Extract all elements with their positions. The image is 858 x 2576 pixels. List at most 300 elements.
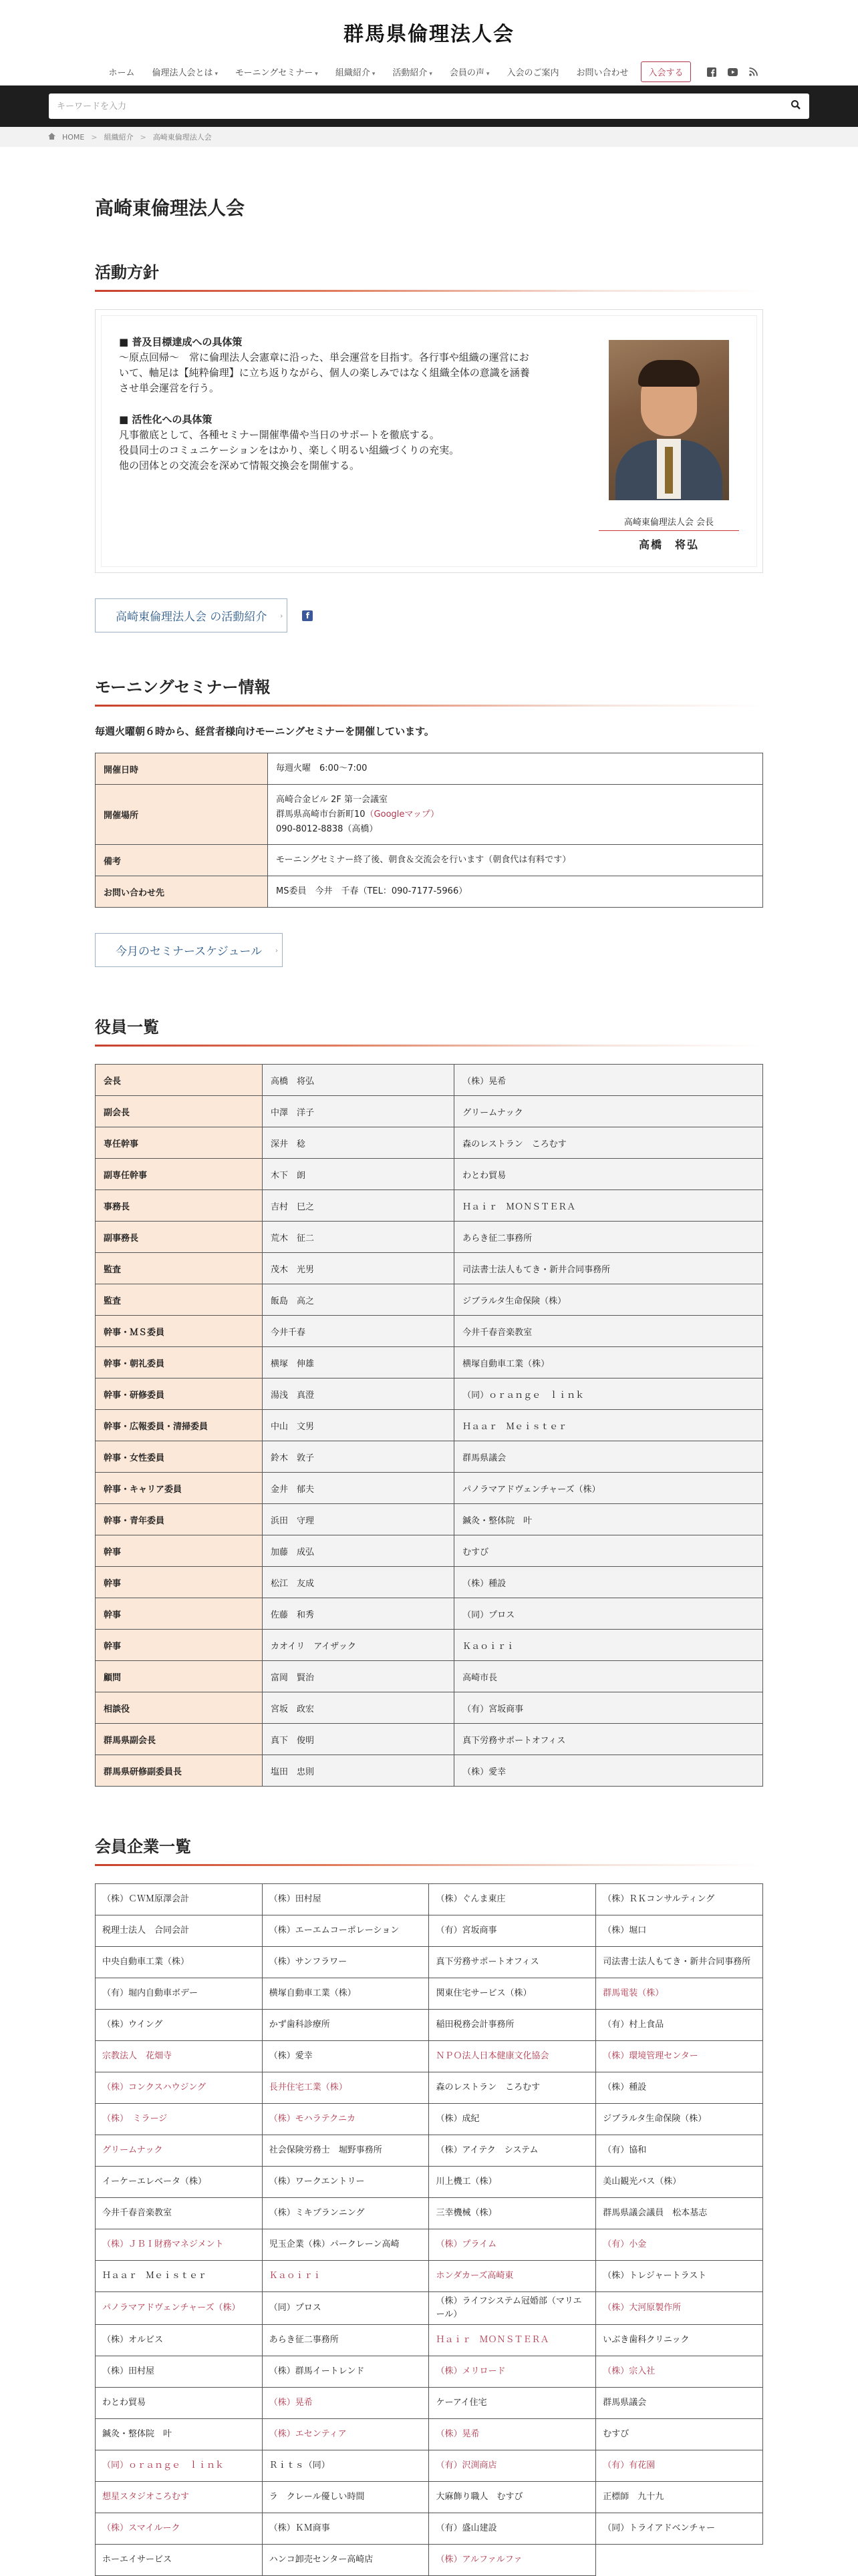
- officer-row: [96, 1567, 763, 1598]
- rss-icon[interactable]: [748, 67, 758, 77]
- officer-company: あらき征二事務所: [454, 1222, 763, 1253]
- member-company: あらき征二事務所: [262, 2325, 429, 2356]
- site-title[interactable]: 群馬県倫理法人会: [343, 23, 515, 46]
- seminar-value-text: MS委員 今井 千春（TEL：090-7177-5966）: [276, 886, 468, 896]
- officer-role: 幹事・広報委員・清掃委員: [96, 1410, 263, 1441]
- member-company-link[interactable]: （有）沢渕商店: [429, 2450, 596, 2482]
- officer-role: 監査: [96, 1284, 263, 1316]
- officer-name: 金井 郁夫: [263, 1473, 454, 1504]
- officer-row: [96, 1755, 763, 1787]
- member-row: [96, 1884, 763, 1915]
- nav-item[interactable]: [567, 65, 637, 78]
- member-company: Ｒｉｔｓ（同）: [262, 2450, 429, 2482]
- officer-company: Ｋａｏｉｒｉ: [454, 1630, 763, 1661]
- member-company-link[interactable]: （株）ＪＢＩ財務マネジメント: [96, 2229, 263, 2261]
- member-company: 三幸機械（株）: [429, 2198, 596, 2229]
- officer-name: 塩田 忠則: [263, 1755, 454, 1787]
- officer-name: 飯島 高之: [263, 1284, 454, 1316]
- member-company: わとわ貿易: [96, 2388, 263, 2419]
- officer-row: [96, 1253, 763, 1284]
- officer-row: [96, 1347, 763, 1378]
- seminar-row: [96, 785, 763, 845]
- member-company: 正標師 九十九: [596, 2482, 763, 2513]
- officer-role: 幹事: [96, 1567, 263, 1598]
- member-company: 森のレストラン ころむす: [429, 2072, 596, 2104]
- breadcrumb-separator: >: [140, 132, 146, 142]
- nav-item-label: モーニングセミナー: [235, 68, 313, 78]
- seminar-value-text: 090-8012-8838（高橋）: [276, 823, 378, 834]
- member-company: （株）アイテク システム: [429, 2135, 596, 2167]
- member-company: 群馬県議会: [596, 2388, 763, 2419]
- officer-company: （株）晃希: [454, 1065, 763, 1096]
- policy-line: 凡事徹底として、各種セミナー開催準備や当日のサポートを徹底する。: [119, 429, 440, 441]
- member-company: 鍼灸・整体院 叶: [96, 2419, 263, 2450]
- member-company: （株）群馬イートレンド: [262, 2356, 429, 2388]
- member-company: （株）種設: [596, 2072, 763, 2104]
- officer-company: （同）ｏｒａｎｇｅ ｌｉｎｋ: [454, 1378, 763, 1410]
- officer-name: 加藤 成弘: [263, 1535, 454, 1567]
- seminar-value-text: 高崎合金ビル 2F 第一会議室: [276, 794, 388, 805]
- social-links: [707, 67, 758, 77]
- nav-item[interactable]: [441, 65, 498, 78]
- member-company: （株）堀口: [596, 1915, 763, 1947]
- member-row: [96, 2325, 763, 2356]
- seminar-value: [268, 753, 763, 785]
- nav-item-label: 組織紹介: [335, 68, 370, 78]
- member-company: 今井千春音楽教室: [96, 2198, 263, 2229]
- policy-text: [119, 335, 533, 552]
- seminar-value-line: [276, 807, 754, 822]
- officer-role: 副事務長: [96, 1222, 263, 1253]
- member-company-link[interactable]: ホンダカーズ高崎東: [429, 2261, 596, 2292]
- member-row: [96, 2229, 763, 2261]
- member-company: いぶき歯科クリニック: [596, 2325, 763, 2356]
- member-company: （有）堀内自動車ボデー: [96, 1978, 263, 2010]
- officer-role: 群馬県研修副委員長: [96, 1755, 263, 1787]
- member-company: ラ クレール優しい時間: [262, 2482, 429, 2513]
- seminar-value-text: 群馬県高崎市台新町10: [276, 809, 366, 819]
- member-company: 美山観光バス（株）: [596, 2167, 763, 2198]
- officer-role: 幹事・青年委員: [96, 1504, 263, 1535]
- officer-name: 茂木 光男: [263, 1253, 454, 1284]
- site-header: [0, 0, 858, 85]
- member-company-link[interactable]: （同）ｏｒａｎｇｅ ｌｉｎｋ: [96, 2450, 263, 2482]
- member-company: （同）トライアドベンチャー: [596, 2513, 763, 2545]
- officer-company: 司法書士法人もてき・新井合同事務所: [454, 1253, 763, 1284]
- seminar-row: [96, 845, 763, 876]
- member-row: [96, 2388, 763, 2419]
- seminar-value-text: 毎週火曜 6:00～7:00: [276, 763, 368, 773]
- officer-company: 横塚自動車工業（株）: [454, 1347, 763, 1378]
- seminar-heading: モーニングセミナー情報: [95, 674, 763, 707]
- seminar-label: 開催日時: [96, 753, 268, 785]
- breadcrumb-home[interactable]: HOME: [62, 132, 85, 142]
- member-company: 社会保険労務士 堀野事務所: [262, 2135, 429, 2167]
- chairman-profile: [599, 335, 739, 552]
- policy-subheading: ■ 普及目標達成への具体策: [119, 336, 243, 348]
- member-company-link[interactable]: （株）プライム: [429, 2229, 596, 2261]
- officer-role: 事務長: [96, 1190, 263, 1222]
- member-row: [96, 1947, 763, 1978]
- member-company: ジブラルタ生命保険（株）: [596, 2104, 763, 2135]
- member-company: （株）サンフラワー: [262, 1947, 429, 1978]
- officer-name: 宮坂 政宏: [263, 1692, 454, 1724]
- member-company: （有）村上食品: [596, 2010, 763, 2041]
- member-row: [96, 2356, 763, 2388]
- officer-role: 幹事・女性委員: [96, 1441, 263, 1473]
- officers-table: [95, 1064, 763, 1787]
- seminar-lead: 毎週火曜朝６時から、経営者様向けモーニングセミナーを開催しています。: [95, 725, 434, 737]
- chevron-down-icon: ▾: [372, 71, 376, 77]
- member-company-link[interactable]: パノラマアドヴェンチャーズ（株）: [96, 2292, 263, 2325]
- member-company: かず歯科診療所: [262, 2010, 429, 2041]
- officer-company: （株）種設: [454, 1567, 763, 1598]
- officer-company: 鍼灸・整体院 叶: [454, 1504, 763, 1535]
- member-company: 大麻飾り職人 むすび: [429, 2482, 596, 2513]
- member-company: ケーアイ住宅: [429, 2388, 596, 2419]
- officer-role: 幹事・朝礼委員: [96, 1347, 263, 1378]
- officers-heading: 役員一覧: [95, 1014, 763, 1047]
- officer-role: 副会長: [96, 1096, 263, 1127]
- chevron-down-icon: ▾: [214, 71, 219, 77]
- member-company: ハンコ卸売センター高崎店: [262, 2545, 429, 2576]
- member-company: ホーエイサービス: [96, 2545, 263, 2576]
- officer-role: 顧問: [96, 1661, 263, 1692]
- member-company: （株）ＫＭ商事: [262, 2513, 429, 2545]
- member-row: [96, 2482, 763, 2513]
- search-icon[interactable]: [791, 100, 801, 113]
- officer-row: [96, 1284, 763, 1316]
- member-company-link[interactable]: （株）大河原製作所: [596, 2292, 763, 2325]
- chevron-down-icon: ▾: [429, 71, 432, 77]
- member-company: 中央自動車工業（株）: [96, 1947, 263, 1978]
- officer-role: 幹事: [96, 1535, 263, 1567]
- nav-item-label: ホーム: [108, 68, 135, 78]
- member-company-link[interactable]: （株）モハラテクニカ: [262, 2104, 429, 2135]
- officer-company: ジブラルタ生命保険（株）: [454, 1284, 763, 1316]
- officer-company: パノラマアドヴェンチャーズ（株）: [454, 1473, 763, 1504]
- member-company: 川上機工（株）: [429, 2167, 596, 2198]
- officer-role: 相談役: [96, 1692, 263, 1724]
- officer-row: [96, 1159, 763, 1190]
- officer-company: 真下労務サポートオフィス: [454, 1724, 763, 1755]
- officer-row: [96, 1222, 763, 1253]
- chairman-name: 高橋 将弘: [638, 538, 699, 551]
- seminar-value: [268, 785, 763, 845]
- policy-box: [95, 309, 763, 573]
- seminar-value: [268, 845, 763, 876]
- member-row: [96, 2545, 763, 2576]
- member-company: （株）田村屋: [96, 2356, 263, 2388]
- officer-role: 群馬県副会長: [96, 1724, 263, 1755]
- member-row: [96, 1915, 763, 1947]
- seminar-row: [96, 876, 763, 908]
- member-company-link[interactable]: （株）メリロード: [429, 2356, 596, 2388]
- member-company: （株）ミキプランニング: [262, 2198, 429, 2229]
- chevron-down-icon: ▾: [315, 71, 318, 77]
- breadcrumb-separator: >: [91, 132, 98, 142]
- member-row: [96, 2513, 763, 2545]
- member-company-link[interactable]: （株）晃希: [429, 2419, 596, 2450]
- seminar-row: [96, 753, 763, 785]
- officer-row: [96, 1630, 763, 1661]
- seminar-label: 備考: [96, 845, 268, 876]
- member-company: 児玉企業（株）パークレーン高崎: [262, 2229, 429, 2261]
- member-row: [96, 2072, 763, 2104]
- officer-row: [96, 1535, 763, 1567]
- officer-company: Ｈａａｒ Ｍｅｉｓｔｅｒ: [454, 1410, 763, 1441]
- member-company: （株）オルビス: [96, 2325, 263, 2356]
- member-company: （株）成紀: [429, 2104, 596, 2135]
- search-bar: [0, 85, 858, 127]
- member-company-link[interactable]: Ｈａｉｒ ＭＯＮＳＴＥＲＡ: [429, 2325, 596, 2356]
- seminar-value-line: [276, 761, 754, 776]
- officer-name: 松江 友成: [263, 1567, 454, 1598]
- officer-name: 鈴木 敦子: [263, 1441, 454, 1473]
- member-company: （株）愛幸: [262, 2041, 429, 2072]
- breadcrumb-parent[interactable]: 組織紹介: [104, 133, 134, 142]
- officer-company: （同）プロス: [454, 1598, 763, 1630]
- breadcrumb-current: 高崎東倫理法人会: [152, 133, 212, 142]
- member-company: 横塚自動車工業（株）: [262, 1978, 429, 2010]
- search-box: [49, 94, 809, 119]
- officer-role: 監査: [96, 1253, 263, 1284]
- nav-item-label: お問い合わせ: [576, 68, 629, 78]
- policy-line: 〜原点回帰〜 常に倫理法人会憲章に沿った、単会運営を目指す。各行事や組織の運営にお: [119, 351, 529, 363]
- officer-role: 幹事: [96, 1630, 263, 1661]
- policy-spacer: [119, 396, 533, 412]
- member-row: [96, 2419, 763, 2450]
- member-company: （株）エーエムコーポレーション: [262, 1915, 429, 1947]
- officer-name: 真下 俊明: [263, 1724, 454, 1755]
- seminar-table: [95, 753, 763, 908]
- nav-item-label: 会員の声: [449, 68, 484, 78]
- schedule-row: [95, 933, 763, 967]
- member-company-link[interactable]: グリームナック: [96, 2135, 263, 2167]
- officer-name: 荒木 征二: [263, 1222, 454, 1253]
- officer-name: 富岡 賢治: [263, 1661, 454, 1692]
- officer-row: [96, 1190, 763, 1222]
- member-row: [96, 2104, 763, 2135]
- member-company: （株）ライフシステム冠婚部（マリエール）: [429, 2292, 596, 2325]
- member-company: （有）宮坂商事: [429, 1915, 596, 1947]
- page-title: 高崎東倫理法人会: [95, 197, 245, 219]
- member-company: （株）ワークエントリー: [262, 2167, 429, 2198]
- officer-name: 吉村 巳之: [263, 1190, 454, 1222]
- join-button[interactable]: 入会する: [641, 61, 690, 82]
- nav-item-label: 倫理法人会とは: [152, 68, 213, 78]
- member-company-link[interactable]: （株）アルファルファ: [429, 2545, 596, 2576]
- members-table: [95, 1883, 763, 2576]
- seminar-value-line: [276, 853, 754, 868]
- member-company-link[interactable]: 群馬電装（株）: [596, 1978, 763, 2010]
- member-company: むすび: [596, 2419, 763, 2450]
- member-company-link[interactable]: （株）エセンティア: [262, 2419, 429, 2450]
- officer-company: グリームナック: [454, 1096, 763, 1127]
- member-company: 関東住宅サービス（株）: [429, 1978, 596, 2010]
- member-company: （株）トレジャートラスト: [596, 2261, 763, 2292]
- member-row: [96, 2198, 763, 2229]
- policy-heading: 活動方針: [95, 259, 763, 292]
- member-company-link[interactable]: （有）有花園: [596, 2450, 763, 2482]
- officer-role: 幹事・ＭＳ委員: [96, 1316, 263, 1347]
- schedule-button[interactable]: [95, 933, 283, 967]
- chevron-down-icon: ▾: [486, 71, 490, 77]
- member-company-link[interactable]: 長井住宅工業（株）: [262, 2072, 429, 2104]
- officer-name: 浜田 守理: [263, 1504, 454, 1535]
- member-company: （株）田村屋: [262, 1884, 429, 1915]
- nav-item[interactable]: [498, 65, 567, 78]
- member-company-link[interactable]: （株）スマイルーク: [96, 2513, 263, 2545]
- officer-role: 幹事・研修委員: [96, 1378, 263, 1410]
- officer-row: [96, 1598, 763, 1630]
- nav-item-label: 活動紹介: [392, 68, 428, 78]
- officer-name: 高橋 将弘: [263, 1065, 454, 1096]
- activity-row: [95, 598, 763, 632]
- chairman-photo: [609, 340, 729, 500]
- officer-name: 木下 朗: [263, 1159, 454, 1190]
- youtube-icon[interactable]: [728, 67, 738, 77]
- member-company-link[interactable]: ＮＰＯ法人日本健康文化協会: [429, 2041, 596, 2072]
- member-company: （株）ＲＫコンサルティング: [596, 1884, 763, 1915]
- nav-item[interactable]: [100, 65, 143, 78]
- officer-company: 今井千春音楽教室: [454, 1316, 763, 1347]
- member-company-link[interactable]: 宗教法人 花畑寺: [96, 2041, 263, 2072]
- officer-name: 佐藤 和秀: [263, 1598, 454, 1630]
- seminar-value-line: [276, 822, 754, 837]
- member-company: 税理士法人 合同会計: [96, 1915, 263, 1947]
- seminar-label: 開催場所: [96, 785, 268, 845]
- member-company: 真下労務サポートオフィス: [429, 1947, 596, 1978]
- seminar-value-text: モーニングセミナー終了後、朝食＆交流会を行います（朝食代は有料です）: [276, 855, 571, 865]
- nav-item[interactable]: [227, 65, 327, 78]
- policy-line: いて、軸足は【純粋倫理】に立ち返りながら、個人の楽しみではなく組織全体の意識を涵養: [119, 367, 530, 379]
- nav-item-label: 入会のご案内: [507, 68, 559, 78]
- chairman-role: 高崎東倫理法人会 会長: [599, 515, 739, 531]
- member-row: [96, 2135, 763, 2167]
- officer-company: わとわ貿易: [454, 1159, 763, 1190]
- member-company-link[interactable]: Ｋａｏｉｒｉ: [262, 2261, 429, 2292]
- google-map-link[interactable]: （Googleマップ）: [365, 809, 439, 819]
- policy-subheading: ■ 活性化への具体策: [119, 413, 212, 425]
- officer-row: [96, 1316, 763, 1347]
- breadcrumb: [0, 127, 858, 147]
- member-company: （株）ぐんま東庄: [429, 1884, 596, 1915]
- home-icon: [48, 133, 55, 142]
- officer-company: 高崎市長: [454, 1661, 763, 1692]
- schedule-button-label: 今月のセミナースケジュール: [116, 945, 263, 958]
- officer-role: 幹事・キャリア委員: [96, 1473, 263, 1504]
- officer-row: [96, 1378, 763, 1410]
- member-company: イーケーエレベータ（株）: [96, 2167, 263, 2198]
- member-company-link[interactable]: （株） ミラージ: [96, 2104, 263, 2135]
- officer-name: カオイリ アイザック: [263, 1630, 454, 1661]
- activity-button[interactable]: [95, 598, 287, 632]
- member-row: [96, 2261, 763, 2292]
- officer-row: [96, 1410, 763, 1441]
- member-company: （株）ＣＷＭ原澤会計: [96, 1884, 263, 1915]
- facebook-icon[interactable]: f: [302, 610, 313, 621]
- nav-item[interactable]: [384, 65, 441, 78]
- seminar-value-line: [276, 793, 754, 807]
- member-empty-cell: [596, 2545, 763, 2576]
- member-company-link[interactable]: （株）晃希: [262, 2388, 429, 2419]
- member-company-link[interactable]: （株）宗入社: [596, 2356, 763, 2388]
- activity-button-label: 高崎東倫理法人会 の活動紹介: [116, 610, 267, 624]
- main-content: [95, 147, 763, 2576]
- officer-name: 湯浅 真澄: [263, 1378, 454, 1410]
- member-company-link[interactable]: （有）小金: [596, 2229, 763, 2261]
- officer-company: （株）愛幸: [454, 1755, 763, 1787]
- policy-line: させ単会運営を行う。: [119, 382, 220, 394]
- chevron-right-icon: ›: [280, 611, 283, 620]
- officer-row: [96, 1473, 763, 1504]
- member-company-link[interactable]: （株）環境管理センター: [596, 2041, 763, 2072]
- officer-name: 深井 稔: [263, 1127, 454, 1159]
- officer-company: 森のレストラン ころむす: [454, 1127, 763, 1159]
- member-company: （株）ウイング: [96, 2010, 263, 2041]
- officer-row: [96, 1065, 763, 1096]
- officer-row: [96, 1096, 763, 1127]
- officer-role: 専任幹事: [96, 1127, 263, 1159]
- officer-company: （有）宮坂商事: [454, 1692, 763, 1724]
- policy-line: 他の団体との交流会を深めて情報交換会を開催する。: [119, 459, 360, 472]
- member-company: Ｈａａｒ Ｍｅｉｓｔｅｒ: [96, 2261, 263, 2292]
- policy-line: 役員同士のコミュニケーションをはかり、楽しく明るい組織づくりの充実。: [119, 444, 460, 456]
- member-row: [96, 2292, 763, 2325]
- global-nav: [0, 61, 858, 82]
- member-company: 稲田税務会計事務所: [429, 2010, 596, 2041]
- nav-item[interactable]: [144, 65, 227, 78]
- officer-name: 今井千春: [263, 1316, 454, 1347]
- officer-company: むすび: [454, 1535, 763, 1567]
- officer-name: 横塚 伸雄: [263, 1347, 454, 1378]
- member-company: 群馬県議会議員 松本基志: [596, 2198, 763, 2229]
- officer-name: 中澤 洋子: [263, 1096, 454, 1127]
- seminar-value-line: [276, 884, 754, 899]
- officer-company: 群馬県議会: [454, 1441, 763, 1473]
- officer-name: 中山 文男: [263, 1410, 454, 1441]
- officer-company: Ｈａｉｒ ＭＯＮＳＴＥＲＡ: [454, 1190, 763, 1222]
- officer-row: [96, 1504, 763, 1535]
- seminar-value: [268, 876, 763, 908]
- officer-role: 会長: [96, 1065, 263, 1096]
- officer-row: [96, 1441, 763, 1473]
- member-company-link[interactable]: 想星スタジオころむす: [96, 2482, 263, 2513]
- officer-row: [96, 1724, 763, 1755]
- search-input[interactable]: [57, 102, 791, 112]
- member-company: 司法書士法人もてき・新井合同事務所: [596, 1947, 763, 1978]
- member-row: [96, 2450, 763, 2482]
- member-row: [96, 2041, 763, 2072]
- officer-row: [96, 1127, 763, 1159]
- members-heading: 会員企業一覧: [95, 1833, 763, 1866]
- chevron-right-icon: ›: [275, 946, 279, 954]
- member-company: （同）プロス: [262, 2292, 429, 2325]
- member-company: （有）盛山建設: [429, 2513, 596, 2545]
- member-row: [96, 2010, 763, 2041]
- facebook-icon[interactable]: [707, 67, 717, 77]
- nav-item[interactable]: [327, 65, 384, 78]
- officer-role: 幹事: [96, 1598, 263, 1630]
- member-row: [96, 1978, 763, 2010]
- officer-role: 副専任幹事: [96, 1159, 263, 1190]
- member-company: （有）協和: [596, 2135, 763, 2167]
- member-row: [96, 2167, 763, 2198]
- officer-row: [96, 1661, 763, 1692]
- member-company-link[interactable]: （株）コンクスハウジング: [96, 2072, 263, 2104]
- officer-row: [96, 1692, 763, 1724]
